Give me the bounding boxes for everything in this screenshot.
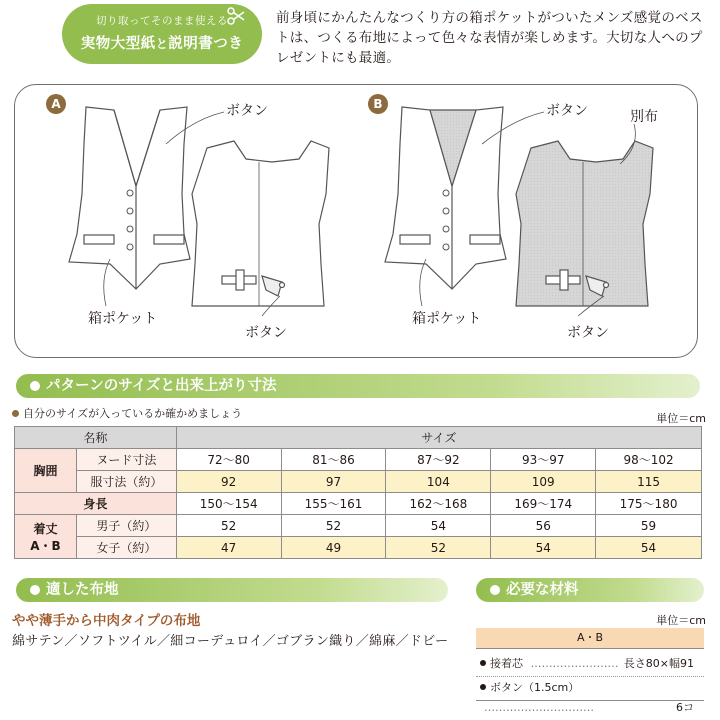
scissors-icon [226, 6, 246, 26]
table-row [15, 493, 702, 515]
label-button-a-bottom: ボタン [245, 325, 287, 341]
nude-label: ヌード寸法 [76, 449, 176, 471]
material-value: 長さ80×幅91 [623, 657, 694, 670]
table-row [15, 515, 702, 537]
pattern-unit: 単位＝cm [656, 412, 706, 425]
height-cell: 162〜168 [386, 493, 491, 515]
vest-b-back [516, 141, 653, 306]
height-cell: 169〜174 [491, 493, 596, 515]
material-item [480, 678, 694, 714]
nude-cell: 93〜97 [491, 449, 596, 471]
table-header-row [15, 427, 702, 449]
women-cell: 47 [176, 537, 281, 559]
men-cell: 52 [176, 515, 281, 537]
fabric-section-title: 適した布地 [46, 582, 119, 598]
women-label: 女子（約） [76, 537, 176, 559]
label-pocket-a: 箱ポケット [88, 311, 158, 327]
length-label: 着丈 [33, 521, 58, 536]
women-cell: 49 [281, 537, 386, 559]
badge-title-join: と [155, 37, 169, 51]
material-name: 接着芯 [490, 657, 523, 670]
label-pocket-b: 箱ポケット [412, 311, 482, 327]
materials-unit: 単位＝cm [656, 614, 706, 627]
nude-cell: 98〜102 [596, 449, 702, 471]
pattern-section-title: パターンのサイズと出来上がり寸法 [46, 378, 277, 394]
height-cell: 175〜180 [596, 493, 702, 515]
badge-title-main: 実物大型紙 [80, 36, 156, 52]
bullet-icon [12, 410, 19, 417]
materials-section-title: 必要な材料 [506, 582, 579, 598]
height-cell: 150〜154 [176, 493, 281, 515]
men-label: 男子（約） [76, 515, 176, 537]
vest-b-front [385, 107, 506, 289]
divider [476, 648, 704, 649]
chest-label: 胸囲 [15, 449, 77, 493]
garment-label: 服寸法（約） [76, 471, 176, 493]
badge-title [62, 32, 262, 53]
garment-cell: 109 [491, 471, 596, 493]
section-dot-icon [490, 585, 500, 595]
bullet-icon [480, 660, 486, 666]
section-dot-icon [30, 585, 40, 595]
label-button-b-bottom: ボタン [567, 325, 609, 341]
pattern-note [12, 405, 242, 421]
bullet-icon [480, 684, 486, 690]
nude-cell: 81〜86 [281, 449, 386, 471]
length-label-cell [15, 515, 77, 559]
material-dots: …………………… [530, 657, 619, 670]
nude-cell: 72〜80 [176, 449, 281, 471]
women-cell: 54 [491, 537, 596, 559]
nude-cell: 87〜92 [386, 449, 491, 471]
variant-a-badge: A [46, 94, 66, 114]
fabric-subtitle: やや薄手から中肉タイプの布地 [12, 613, 201, 629]
garment-cell: 115 [596, 471, 702, 493]
materials-header: A・B [476, 628, 704, 648]
garment-cell: 104 [386, 471, 491, 493]
pattern-section-header [16, 374, 700, 398]
label-button-b-top: ボタン [546, 103, 588, 119]
material-dots: ………………………… [484, 701, 594, 714]
materials-section-header [476, 578, 704, 602]
women-cell: 54 [596, 537, 702, 559]
badge-title-end: 説明書つき [168, 36, 244, 52]
header-size: サイズ [176, 427, 701, 449]
fabric-section-header [16, 578, 448, 602]
pattern-note-text: 自分のサイズが入っているか確かめましょう [23, 407, 243, 420]
intro-text: 前身頃にかんたんなつくり方の箱ポケットがついたメンズ感覚のベストは、つくる布地によって色々な表情が楽しめます。大切な人へのプレゼントにも最適。 [276, 10, 703, 66]
header-name: 名称 [15, 427, 177, 449]
material-item [480, 654, 694, 674]
garment-cell: 92 [176, 471, 281, 493]
divider [476, 700, 704, 701]
men-cell: 54 [386, 515, 491, 537]
garment-cell: 97 [281, 471, 386, 493]
table-row [15, 537, 702, 559]
length-sub-label: A・B [30, 538, 61, 553]
women-cell: 52 [386, 537, 491, 559]
fabric-list: 綿サテン／ソフトツイル／細コーデュロイ／ゴブラン織り／綿麻／ドビー [12, 634, 449, 649]
size-table [14, 426, 702, 559]
material-value: 6コ [676, 701, 694, 714]
label-button-a-top: ボタン [226, 103, 268, 119]
men-cell: 56 [491, 515, 596, 537]
variant-b-badge: B [368, 94, 388, 114]
section-dot-icon [30, 381, 40, 391]
vest-a-back [192, 141, 329, 306]
vest-a-front [69, 107, 190, 289]
badge-subtitle: 切り取ってそのまま使える [96, 15, 228, 27]
men-cell: 59 [596, 515, 702, 537]
label-separate-fabric: 別布 [630, 109, 658, 125]
men-cell: 52 [281, 515, 386, 537]
divider [476, 676, 704, 677]
table-row [15, 449, 702, 471]
material-name: ボタン（1.5cm） [490, 681, 580, 694]
table-row [15, 471, 702, 493]
height-label: 身長 [15, 493, 177, 515]
height-cell: 155〜161 [281, 493, 386, 515]
